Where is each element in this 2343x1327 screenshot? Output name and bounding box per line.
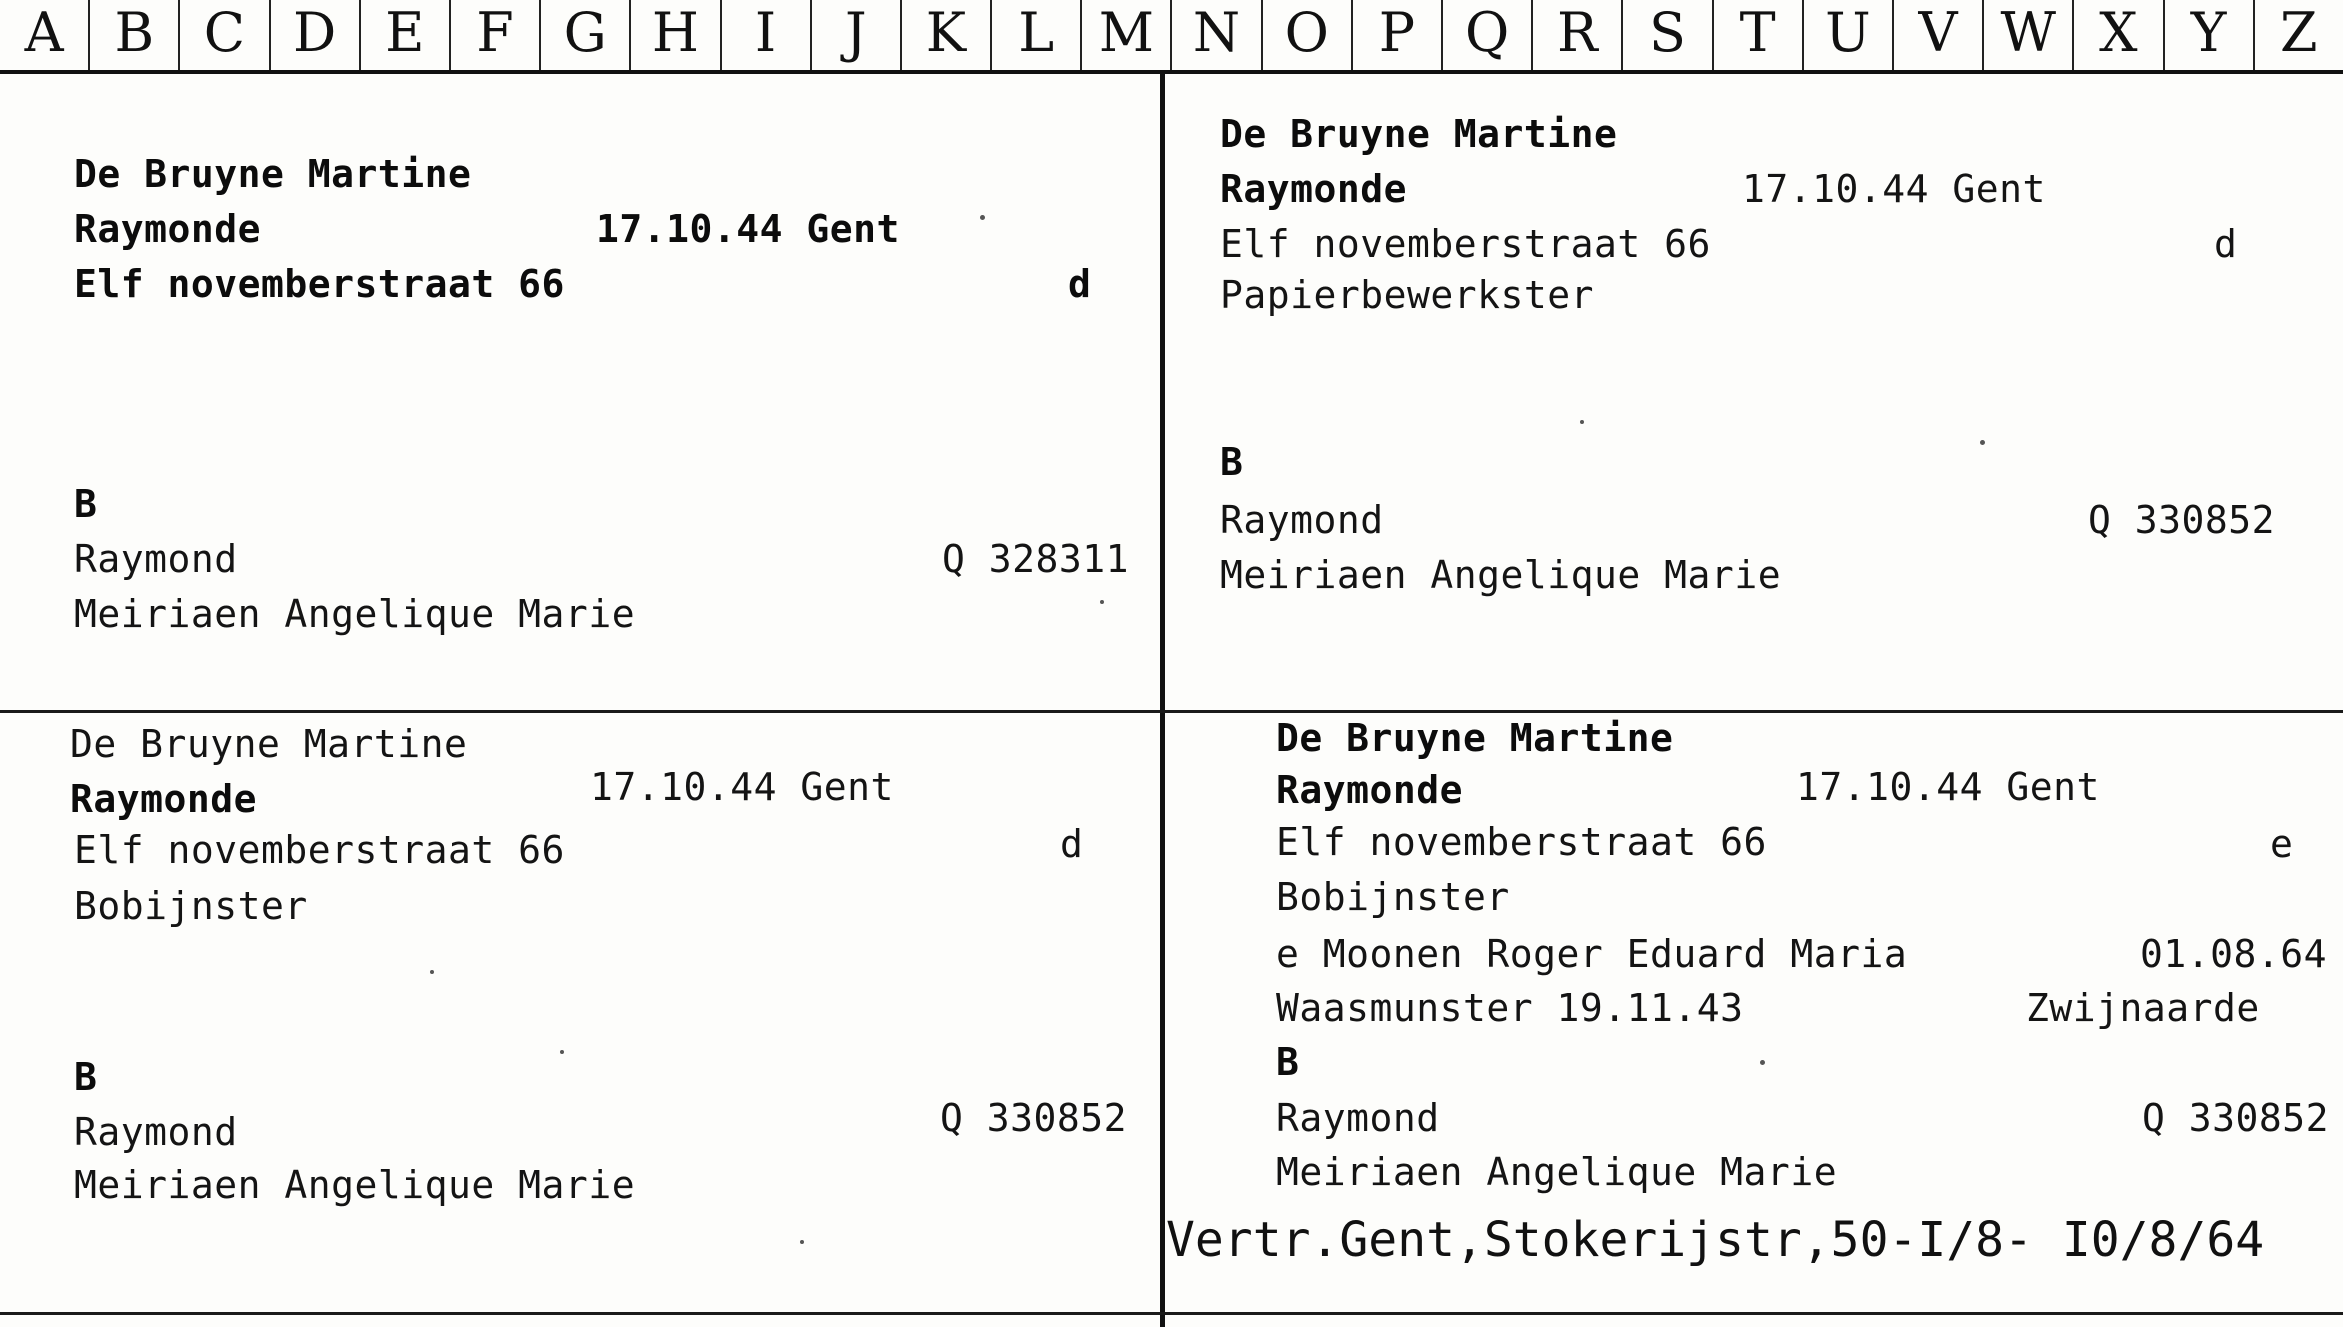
card-spouse-birth: Waasmunster 19.11.43 <box>1276 986 1744 1030</box>
alphabet-letter-p: P <box>1353 0 1443 70</box>
card-marker: d <box>2214 222 2238 266</box>
card-marker: d <box>1060 822 1084 866</box>
alphabet-letter-q: Q <box>1443 0 1533 70</box>
scan-speck <box>800 1240 804 1244</box>
card-departure-note: Vertr.Gent,Stokerijstr,50-I/8- I0/8/64 <box>1166 1212 2265 1268</box>
scan-speck <box>560 1050 564 1054</box>
card-address: Elf novemberstraat 66 <box>1220 222 1711 266</box>
card-divider-vertical <box>1160 74 1165 1327</box>
card-given-name: Raymonde <box>74 207 262 251</box>
card-profession: Bobijnster <box>74 884 308 928</box>
card-mother: Meiriaen Angelique Marie <box>1220 553 1782 597</box>
alphabet-letter-o: O <box>1263 0 1353 70</box>
alphabet-letter-u: U <box>1804 0 1894 70</box>
alphabet-letter-a: A <box>0 0 90 70</box>
card-divider-horizontal <box>0 710 2343 713</box>
card-birth: 17.10.44 Gent <box>1742 167 2046 211</box>
alphabet-letter-z: Z <box>2280 1 2318 64</box>
card-name-line: De Bruyne Martine <box>1276 716 1674 760</box>
card-father: Raymond <box>1220 498 1384 542</box>
card-mother: Meiriaen Angelique Marie <box>1276 1150 1838 1194</box>
card-given-name: Raymonde <box>70 777 258 821</box>
card-birth: 17.10.44 Gent <box>1796 765 2100 809</box>
card-father: Raymond <box>1276 1096 1440 1140</box>
alphabet-letter-b: B <box>90 0 180 70</box>
card-name-line: De Bruyne Martine <box>70 722 468 766</box>
card-number: Q 328311 <box>942 537 1130 581</box>
alphabet-letter-r: R <box>1533 0 1623 70</box>
card-number: Q 330852 <box>940 1096 1128 1140</box>
card-profession: Bobijnster <box>1276 875 1510 919</box>
alphabet-letter-s: S <box>1623 0 1713 70</box>
card-section: B <box>74 1055 98 1099</box>
alphabet-letter-k: K <box>902 0 992 70</box>
alphabet-letter-c: C <box>180 0 270 70</box>
card-father: Raymond <box>74 537 238 581</box>
card-section: B <box>1220 440 1244 484</box>
scan-speck <box>1760 1060 1765 1065</box>
card-marriage-date: 01.08.64 <box>2140 932 2328 976</box>
alphabet-letter-x: X <box>2074 0 2164 70</box>
scan-speck <box>980 215 985 220</box>
alphabet-letter-n: N <box>1172 0 1262 70</box>
card-mother: Meiriaen Angelique Marie <box>74 1163 636 1207</box>
card-marriage-place: Zwijnaarde <box>2026 986 2260 1030</box>
alphabet-letter-f: F <box>451 0 541 70</box>
card-name-line: De Bruyne Martine <box>1220 112 1618 156</box>
card-section: B <box>74 482 98 526</box>
alphabet-letter-i: I <box>722 0 812 70</box>
card-given-name: Raymonde <box>1220 167 1408 211</box>
card-birth: 17.10.44 Gent <box>590 765 894 809</box>
alphabet-letter-h: H <box>631 0 721 70</box>
card-marker: e <box>2270 822 2294 866</box>
card-spouse: e Moonen Roger Eduard Maria <box>1276 932 1908 976</box>
alphabet-letter-e: E <box>361 0 451 70</box>
card-address: Elf novemberstraat 66 <box>1276 820 1767 864</box>
card-number: Q 330852 <box>2088 498 2276 542</box>
alphabet-letter-y: Y <box>2165 0 2255 70</box>
card-father: Raymond <box>74 1110 238 1154</box>
card-mother: Meiriaen Angelique Marie <box>74 592 636 636</box>
alphabet-letter-g: G <box>541 0 631 70</box>
card-address: Elf novemberstraat 66 <box>74 262 565 306</box>
alphabet-letter-w: W <box>1984 0 2074 70</box>
card-birth: 17.10.44 Gent <box>596 207 900 251</box>
card-number: Q 330852 <box>2142 1096 2330 1140</box>
card-name-line: De Bruyne Martine <box>74 152 472 196</box>
scan-speck <box>430 970 434 974</box>
scan-speck <box>1580 420 1584 424</box>
alphabet-letter-t: T <box>1714 0 1804 70</box>
alphabet-index-strip <box>0 0 2343 74</box>
card-divider-bottom <box>0 1312 2343 1315</box>
card-marker: d <box>1068 262 1092 306</box>
scan-speck <box>1100 600 1104 604</box>
alphabet-letter-v: V <box>1894 0 1984 70</box>
scan-speck <box>1980 440 1985 445</box>
alphabet-letter-d: D <box>271 0 361 70</box>
card-section: B <box>1276 1040 1300 1084</box>
alphabet-letter-j: J <box>812 0 902 70</box>
card-address: Elf novemberstraat 66 <box>74 828 565 872</box>
alphabet-letter-l: L <box>992 0 1082 70</box>
card-given-name: Raymonde <box>1276 768 1464 812</box>
alphabet-letter-m: M <box>1082 0 1172 70</box>
card-profession: Papierbewerkster <box>1220 273 1595 317</box>
